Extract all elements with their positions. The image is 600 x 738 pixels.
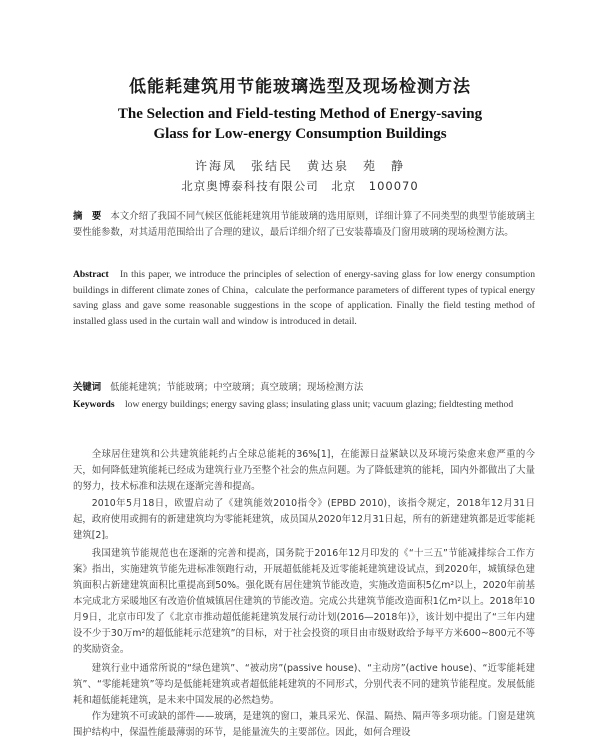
keywords-en-text: low energy buildings; energy saving glass; insulating glass unit; vacuum glazing; fieldtesting method — [124, 399, 514, 410]
title-chinese: 低能耗建筑用节能玻璃选型及现场检测方法 — [129, 77, 471, 97]
keywords-en-label: Keywords — [73, 399, 115, 410]
body-paragraph: 作为建筑不可或缺的部件——玻璃，是建筑的窗口，兼具采光、保温、隔热、隔声等多项功能。门窗是建筑围护结构中，保温性能最薄弱的环节，是能量流失的主要部位。因此，如何合理设 — [73, 711, 535, 738]
body-paragraph: 全球居住建筑和公共建筑能耗约占全球总能耗的36%[1]，在能源日益紧缺以及环境污染愈来愈严重的今天，如何降低建筑能耗已经成为建筑行业乃至整个社会的焦点问题。为了降低建筑的能耗，国内外都做出了大量的努力，技术标准和法规在逐渐完善和提高。 — [73, 449, 535, 492]
body-paragraph: 我国建筑节能规范也在逐渐的完善和提高，国务院于2016年12月印发的《“十三五”节能减排综合工作方案》指出，实施建筑节能先进标准领跑行动，开展超低能耗及近零能耗建筑建设试点，到2020年，城镇绿色建筑面积占新建建筑面积比重提高到50%。强化既有居住建筑节能改造，实施改造面积5亿m²以上，2020年前基本完成北方采暖地区有改造价值城镇居住建筑的节能改造。完成公共建筑节能改造面积1亿m²以上。2018年10月9日，北京市印发了《北京市推动超低能耗建筑发展行动计划(2016—2018年)》，该计划中提出了“三年内建设不少于30万m²的超低能耗示范建筑”的目标，对于社会投资的项目由市级财政给予每平方米600~800元不等的奖励资金。 — [73, 548, 535, 655]
title-english-line1: The Selection and Field-testing Method of Energy-saving — [117, 106, 483, 122]
body-paragraph: 2010年5月18日，欧盟启动了《建筑能效2010指令》(EPBD 2010)，该指令规定，2018年12月31日起，政府使用或拥有的新建建筑均为零能耗建筑，成员国从2020年12月31日起，所有的新建建筑都是近零能耗建筑[2]。 — [73, 498, 535, 541]
keywords-chinese — [73, 380, 535, 396]
abstract-cn-text: 本文介绍了我国不同气候区低能耗建筑用节能玻璃的选用原则，详细计算了不同类型的典型节能玻璃主要性能参数，对其适用范围给出了合理的建议，最后详细介绍了已安装幕墙及门窗用玻璃的现场检测方法。 — [73, 211, 535, 238]
affiliation: 北京奥博泰科技有限公司 北京 100070 — [181, 179, 419, 193]
abstract-english — [73, 267, 535, 379]
abstract-cn-label: 摘 要 — [73, 211, 102, 222]
keywords-cn-label: 关键词 — [73, 382, 102, 393]
authors: 许海凤 张结民 黄达泉 苑 静 — [194, 159, 405, 173]
abstract-chinese — [73, 209, 535, 273]
keywords-cn-text: 低能耗建筑；节能玻璃；中空玻璃；真空玻璃；现场检测方法 — [110, 382, 364, 393]
abstract-en-label: Abstract — [73, 269, 109, 280]
body-paragraph: 建筑行业中通常所说的“绿色建筑”、“被动房”(passive house)、“主动房”(active house)、“近零能耗建筑”、“零能耗建筑”等均是低能耗建筑或者超低能耗建筑的不同形式，分别代表不同的建筑节能程度。发展低能耗和超低能耗建筑，是未来中国发展的必然趋势。 — [73, 663, 535, 706]
abstract-en-text: In this paper, we introduce the principles of selection of energy-saving glass for low energy consumption buildings in different climate zones of China，calculate the performance parameters of different types of typical energy saving glass and gave some reasonable suggestions in the scope of application. Finally the field testing method of installed glass used in the curtain wall and window is introduced in detail. — [73, 269, 535, 328]
keywords-english — [73, 397, 535, 413]
title-english-line2: Glass for Low-energy Consumption Buildings — [153, 126, 447, 142]
